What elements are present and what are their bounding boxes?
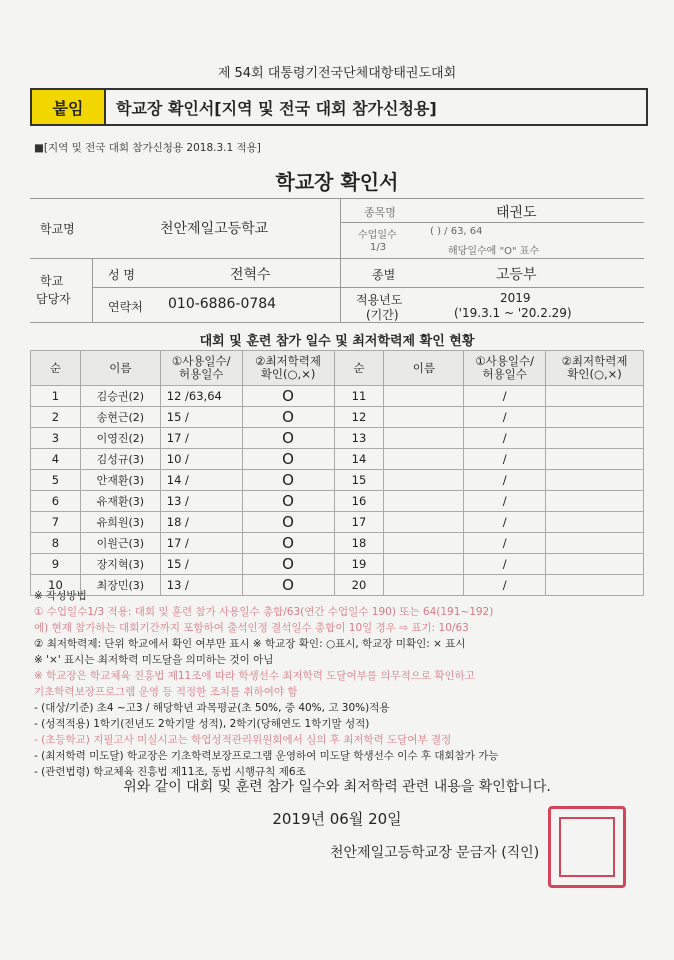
row-number: 11: [334, 386, 384, 407]
student-name: [384, 512, 464, 533]
row-number: 13: [334, 428, 384, 449]
table-row: [31, 512, 644, 533]
year-period: ('19.3.1 ~ '20.2.29): [454, 306, 572, 320]
used-days: 12 /63,64: [160, 386, 242, 407]
name-label: 성 명: [108, 268, 135, 282]
used-days: 18 /: [160, 512, 242, 533]
row-number: 19: [334, 554, 384, 575]
row-number: 12: [334, 407, 384, 428]
used-days: /: [464, 575, 546, 596]
student-name: 유재환(3): [80, 491, 160, 512]
student-name: [384, 386, 464, 407]
section-title: 대회 및 훈련 참가 일수 및 최저학력제 확인 현황: [199, 334, 475, 349]
used-days: /: [464, 512, 546, 533]
confirmation-statement: 위와 같이 대회 및 훈련 참가 일수와 최저학력 관련 내용을 확인합니다.: [123, 779, 551, 795]
instruction-line: 기초학력보장프로그램 운영 등 적정한 조치를 취하여야 함: [34, 686, 298, 698]
instruction-line: ① 수업일수1/3 적용: 대회 및 훈련 참가 사용일수 총합/63(연간 수업일수 190) 또는 64(191~192): [34, 606, 494, 618]
instruction-line: - (초등학교) 지필고사 미실시교는 학업성적관리위원회에서 심의 후 최저학력 도달여부 결정: [34, 734, 452, 746]
used-days: 17 /: [160, 428, 242, 449]
row-number: 4: [31, 449, 81, 470]
used-days: /: [464, 449, 546, 470]
student-name: [384, 428, 464, 449]
days-hint: 해당일수에 "O" 표수: [448, 246, 540, 257]
student-name: [384, 533, 464, 554]
table-header-row: [31, 351, 644, 386]
table-row: [31, 470, 644, 491]
table-header-cell: 순: [334, 351, 384, 386]
student-name: 안재환(3): [80, 470, 160, 491]
table-row: [31, 533, 644, 554]
table-header-cell: ①사용일수/ 허용일수: [160, 351, 242, 386]
min-academic-check: [546, 554, 644, 575]
sport-label: 종목명: [364, 206, 396, 219]
contact-label: 연락처: [108, 300, 143, 314]
student-name: 장지혁(3): [80, 554, 160, 575]
used-days: 15 /: [160, 407, 242, 428]
table-header-cell: ②최저학력제 확인(○,×): [546, 351, 644, 386]
applicability-note: ■[지역 및 전국 대회 참가신청용 2018.3.1 적용]: [34, 142, 261, 154]
min-academic-check: O: [242, 533, 334, 554]
days-label: 수업일수: [358, 230, 397, 241]
used-days: /: [464, 428, 546, 449]
row-number: 16: [334, 491, 384, 512]
used-days: /: [464, 407, 546, 428]
student-name: 최장민(3): [80, 575, 160, 596]
table-header-cell: ①사용일수/ 허용일수: [464, 351, 546, 386]
document-title: 학교장 확인서: [275, 170, 399, 194]
table-header-cell: 순: [31, 351, 81, 386]
row-number: 7: [31, 512, 81, 533]
table-row: [31, 449, 644, 470]
table-row: [31, 491, 644, 512]
min-academic-check: [546, 491, 644, 512]
used-days: 10 /: [160, 449, 242, 470]
row-number: 3: [31, 428, 81, 449]
principal-signature: 천안제일고등학교장 문금자 (직인): [330, 845, 540, 861]
name-value: 전혁수: [230, 267, 271, 283]
min-academic-check: [546, 449, 644, 470]
row-number: 6: [31, 491, 81, 512]
competition-title: 제 54회 대통령기전국단체대항태권도대회: [217, 66, 457, 81]
row-number: 15: [334, 470, 384, 491]
writing-instructions: [34, 588, 654, 780]
student-name: 유희원(3): [80, 512, 160, 533]
contact-value: 010-6886-0784: [168, 296, 277, 312]
instruction-line: - (대상/기준) 초4 ~고3 / 해당학년 과목평균(초 50%, 중 40%, 고 30%)적용: [34, 702, 390, 714]
min-academic-check: [546, 407, 644, 428]
used-days: /: [464, 533, 546, 554]
student-name: 김승권(2): [80, 386, 160, 407]
table-header-cell: 이름: [384, 351, 464, 386]
used-days: /: [464, 470, 546, 491]
table-row: [31, 428, 644, 449]
school-value: 천안제일고등학교: [160, 221, 269, 237]
used-days: /: [464, 491, 546, 512]
row-number: 2: [31, 407, 81, 428]
student-name: [384, 407, 464, 428]
year-label-1: 적용년도: [356, 293, 403, 307]
min-academic-check: O: [242, 491, 334, 512]
banner-title: 학교장 확인서[지역 및 전국 대회 참가신청용]: [116, 98, 437, 118]
min-academic-check: O: [242, 470, 334, 491]
table-row: [31, 407, 644, 428]
row-number: 20: [334, 575, 384, 596]
school-label: 학교명: [40, 222, 75, 236]
attachment-tag: 붙임: [32, 90, 106, 124]
days-fraction: 1/3: [370, 242, 387, 253]
min-academic-check: O: [242, 575, 334, 596]
min-academic-check: [546, 428, 644, 449]
min-academic-check: [546, 533, 644, 554]
student-name: 이영진(2): [80, 428, 160, 449]
instruction-line: 예) 현재 참가하는 대회기간까지 포함하여 출석인정 결석일수 총합이 10일 경우 ⇨ 표기: 10/63: [34, 622, 469, 634]
participation-table: [30, 350, 644, 596]
official-seal: [548, 806, 626, 888]
min-academic-check: [546, 470, 644, 491]
table-row: [31, 386, 644, 407]
used-days: /: [464, 386, 546, 407]
used-days: 17 /: [160, 533, 242, 554]
sport-value: 태권도: [496, 205, 537, 221]
instruction-line: ※ '×' 표시는 최저학력 미도달을 의미하는 것이 아님: [34, 654, 274, 666]
used-days: /: [464, 554, 546, 575]
row-number: 1: [31, 386, 81, 407]
row-number: 8: [31, 533, 81, 554]
instruction-line: - (성적적용) 1학기(전년도 2학기말 성적), 2학기(당해연도 1학기말 성적): [34, 718, 370, 730]
instruction-line: ※ 학교장은 학교체육 진흥법 제11조에 따라 학생선수 최저학력 도달여부를 의무적으로 확인하고: [34, 670, 475, 682]
student-name: [384, 554, 464, 575]
used-days: 14 /: [160, 470, 242, 491]
min-academic-check: O: [242, 407, 334, 428]
row-number: 10: [31, 575, 81, 596]
row-number: 17: [334, 512, 384, 533]
manager-label-1: 학교: [40, 274, 64, 288]
min-academic-check: [546, 512, 644, 533]
student-name: 이원근(3): [80, 533, 160, 554]
row-number: 18: [334, 533, 384, 554]
student-name: 김성규(3): [80, 449, 160, 470]
row-number: 14: [334, 449, 384, 470]
type-label: 종별: [372, 268, 396, 282]
manager-label-2: 담당자: [36, 292, 71, 306]
min-academic-check: O: [242, 554, 334, 575]
min-academic-check: O: [242, 512, 334, 533]
used-days: 13 /: [160, 491, 242, 512]
year-label-2: (기간): [366, 308, 399, 322]
used-days: 15 /: [160, 554, 242, 575]
min-academic-check: O: [242, 428, 334, 449]
instruction-line: - (관련법령) 학교체육 진흥법 제11조, 동법 시행규칙 제6조: [34, 766, 306, 778]
table-row: [31, 554, 644, 575]
student-name: [384, 491, 464, 512]
instruction-line: ② 최저학력제: 단위 학교에서 확인 여부만 표시 ※ 학교장 확인: ○표시, 학교장 미확인: × 표시: [34, 638, 466, 650]
table-header-cell: ②최저학력제 확인(○,×): [242, 351, 334, 386]
student-name: 송현근(2): [80, 407, 160, 428]
year-value: 2019: [500, 291, 531, 305]
confirmation-date: 2019년 06월 20일: [272, 810, 402, 828]
days-value: ( ) / 63, 64: [430, 226, 483, 237]
instruction-line: - (최저학력 미도달) 학교장은 기초학력보장프로그램 운영하여 미도달 학생선수 이수 후 대회참가 가능: [34, 750, 499, 762]
min-academic-check: O: [242, 449, 334, 470]
row-number: 9: [31, 554, 81, 575]
instruction-line: ※ 작성방법: [34, 590, 87, 602]
min-academic-check: O: [242, 386, 334, 407]
student-name: [384, 470, 464, 491]
header-banner: [30, 88, 648, 126]
used-days: 13 /: [160, 575, 242, 596]
min-academic-check: [546, 386, 644, 407]
table-header-cell: 이름: [80, 351, 160, 386]
row-number: 5: [31, 470, 81, 491]
type-value: 고등부: [496, 267, 537, 283]
student-name: [384, 449, 464, 470]
